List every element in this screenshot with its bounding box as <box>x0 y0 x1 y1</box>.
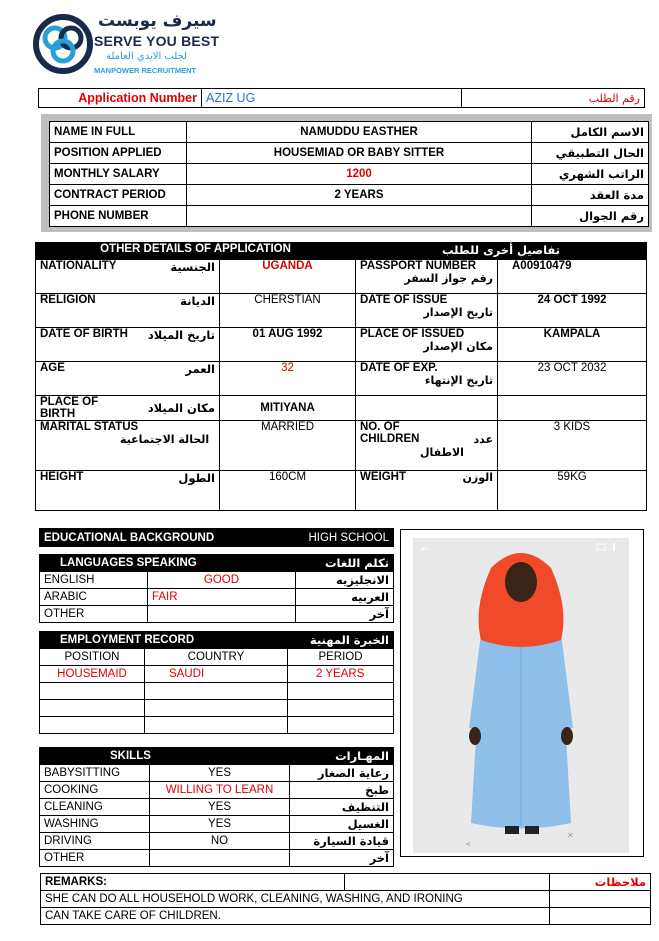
info-label: MONTHLY SALARY <box>50 164 187 185</box>
language-name: OTHER <box>40 606 148 623</box>
remarks-line <box>41 908 651 925</box>
passport-label-ar: رقم جواز السفر <box>404 272 493 285</box>
pob-value: MITIYANA <box>220 396 356 421</box>
employment-header-en: EMPLOYMENT RECORD <box>40 632 288 649</box>
pob-label-ar: مكان الميلاد <box>140 396 220 421</box>
date-issue-label-en: DATE OF ISSUE <box>360 294 448 306</box>
date-exp-label-ar: تاريخ الإنتهاء <box>424 374 493 387</box>
date-exp-label-en: DATE OF EXP. <box>360 362 438 374</box>
nationality-value: UGANDA <box>220 260 356 294</box>
employment-country: SAUDI <box>145 666 288 683</box>
children-label <box>356 421 498 471</box>
employment-country <box>145 717 288 734</box>
employment-period <box>288 700 394 717</box>
passport-label <box>356 260 498 294</box>
skill-name-ar: طبخ <box>290 782 394 799</box>
empty-cell <box>550 891 651 908</box>
info-value: NAMUDDU EASTHER <box>187 122 532 143</box>
date-exp-value: 23 OCT 2032 <box>498 362 647 396</box>
marital-label-en: MARITAL STATUS <box>40 421 139 433</box>
languages-header-ar: تكلم اللغات <box>296 555 394 572</box>
employment-header <box>40 632 394 649</box>
children-value: 3 KIDS <box>498 421 647 471</box>
company-logo <box>33 14 93 77</box>
place-issued-label <box>356 328 498 362</box>
language-row <box>40 606 394 623</box>
language-level <box>148 606 296 623</box>
nationality-label-ar: الجنسية <box>140 260 220 294</box>
details-header-en: OTHER DETAILS OF APPLICATION <box>36 243 356 260</box>
employment-table <box>39 631 394 734</box>
age-value: 32 <box>220 362 356 396</box>
employment-position <box>40 683 145 700</box>
info-label: PHONE NUMBER <box>50 206 187 227</box>
back-arrow-icon: ← <box>421 544 430 555</box>
date-issue-label <box>356 294 498 328</box>
marital-label-ar: الحالة الاجتماعية <box>120 433 210 446</box>
weight-label-ar: الوزن <box>462 471 493 484</box>
info-row <box>50 164 649 185</box>
languages-header-en: LANGUAGES SPEAKING <box>40 555 296 572</box>
skill-name: DRIVING <box>40 833 150 850</box>
info-row <box>50 122 649 143</box>
place-issued-value: KAMPALA <box>498 328 647 362</box>
passport-label-en: PASSPORT NUMBER <box>360 260 477 272</box>
info-label: CONTRACT PERIOD <box>50 185 187 206</box>
skill-value: WILLING TO LEARN <box>150 782 290 799</box>
skill-value: YES <box>150 799 290 816</box>
menu-icon <box>613 543 615 551</box>
languages-header <box>40 555 394 572</box>
employment-position <box>40 717 145 734</box>
dob-label: DATE OF BIRTH <box>36 328 140 362</box>
employment-period <box>288 717 394 734</box>
info-row <box>50 206 649 227</box>
employment-country <box>145 700 288 717</box>
skill-name-ar: رعاية الصغار <box>290 765 394 782</box>
skill-value <box>150 850 290 867</box>
applicant-photo <box>413 538 629 853</box>
date-exp-label <box>356 362 498 396</box>
height-label: HEIGHT <box>36 471 140 511</box>
details-row <box>36 328 647 362</box>
language-name-ar: العربيه <box>296 589 394 606</box>
info-label-ar: رقم الجوال <box>532 206 649 227</box>
dob-value: 01 AUG 1992 <box>220 328 356 362</box>
children-label-ar2: الاطفال <box>420 446 464 459</box>
skills-header-en: SKILLS <box>40 748 290 765</box>
place-issued-label-en: PLACE OF ISSUED <box>360 328 465 340</box>
skill-name: OTHER <box>40 850 150 867</box>
weight-label <box>356 471 498 511</box>
marital-label <box>36 421 220 471</box>
info-value: 2 YEARS <box>187 185 532 206</box>
skill-name-ar: آخر <box>290 850 394 867</box>
education-value: HIGH SCHOOL <box>276 529 394 547</box>
religion-label-ar: الديانة <box>140 294 220 328</box>
empty-cell <box>356 396 498 421</box>
logo-arabic-sub: لجلب الايدي العاملة <box>106 51 188 62</box>
details-row <box>36 421 647 471</box>
remarks-label: REMARKS: <box>41 874 345 891</box>
weight-label-en: WEIGHT <box>360 471 406 483</box>
skill-row <box>40 765 394 782</box>
empty-cell <box>345 874 550 891</box>
empty-cell <box>498 396 647 421</box>
application-number-row <box>38 88 645 108</box>
height-label-ar: الطول <box>140 471 220 511</box>
skill-name: BABYSITTING <box>40 765 150 782</box>
details-row <box>36 396 647 421</box>
info-value: HOUSEMIAD OR BABY SITTER <box>187 143 532 164</box>
skill-row <box>40 833 394 850</box>
skill-row <box>40 816 394 833</box>
skill-name: COOKING <box>40 782 150 799</box>
place-issued-label-ar: مكان الإصدار <box>423 340 493 353</box>
education-row <box>39 528 394 547</box>
employment-col-position: POSITION <box>40 649 145 666</box>
employment-position: HOUSEMAID <box>40 666 145 683</box>
share-icon: ⋖ <box>465 840 471 848</box>
details-row <box>36 471 647 511</box>
employment-header-ar: الخبرة المهنية <box>288 632 394 649</box>
employment-row <box>40 666 394 683</box>
logo-english-name: SERVE YOU BEST <box>94 33 220 49</box>
skill-name: WASHING <box>40 816 150 833</box>
skills-header-ar: المهـارات <box>290 748 394 765</box>
empty-cell <box>550 908 651 925</box>
remarks-line-1: SHE CAN DO ALL HOUSEHOLD WORK, CLEANING, WASHING, AND IRONING <box>41 891 550 908</box>
language-row <box>40 572 394 589</box>
employment-columns <box>40 649 394 666</box>
info-label: POSITION APPLIED <box>50 143 187 164</box>
remarks-line <box>41 891 651 908</box>
children-label-ar1: عدد <box>473 433 493 446</box>
info-row <box>50 185 649 206</box>
language-name-ar: آخر <box>296 606 394 623</box>
age-label-ar: العمر <box>140 362 220 396</box>
employment-row <box>40 700 394 717</box>
language-name: ENGLISH <box>40 572 148 589</box>
nationality-label: NATIONALITY <box>36 260 140 294</box>
education-label: EDUCATIONAL BACKGROUND <box>40 529 276 547</box>
info-value: 1200 <box>187 164 532 185</box>
language-name: ARABIC <box>40 589 148 606</box>
marital-value: MARRIED <box>220 421 356 471</box>
info-row <box>50 143 649 164</box>
skill-row <box>40 850 394 867</box>
employment-position <box>40 700 145 717</box>
details-row <box>36 260 647 294</box>
logo-english-sub: MANPOWER RECRUITMENT <box>94 66 197 75</box>
skills-header <box>40 748 394 765</box>
skill-name-ar: التنظيف <box>290 799 394 816</box>
info-label: NAME IN FULL <box>50 122 187 143</box>
details-row <box>36 294 647 328</box>
language-name-ar: الانجليزيه <box>296 572 394 589</box>
language-row <box>40 589 394 606</box>
skill-value: NO <box>150 833 290 850</box>
remarks-header <box>41 874 651 891</box>
info-label-ar: الراتب الشهري <box>532 164 649 185</box>
employment-row <box>40 683 394 700</box>
remarks-line-2: CAN TAKE CARE OF CHILDREN. <box>41 908 550 925</box>
employment-country <box>145 683 288 700</box>
employment-period <box>288 683 394 700</box>
remarks-table <box>40 873 651 925</box>
employment-col-period: PERIOD <box>288 649 394 666</box>
details-header-ar: تفاصيل أخرى للطلب <box>356 243 647 260</box>
skill-row <box>40 782 394 799</box>
skill-name-ar: الغسيل <box>290 816 394 833</box>
employment-period: 2 YEARS <box>288 666 394 683</box>
languages-table <box>39 554 394 623</box>
skill-value: YES <box>150 765 290 782</box>
weight-value: 59KG <box>498 471 647 511</box>
personal-info-table <box>49 121 649 227</box>
details-header <box>36 243 647 260</box>
skill-name: CLEANING <box>40 799 150 816</box>
info-label-ar: مدة العقد <box>532 185 649 206</box>
knot-logo-icon <box>33 14 93 74</box>
pob-label: PLACE OF BIRTH <box>36 396 140 421</box>
applicant-figure <box>413 538 629 853</box>
logo-arabic-name: سيرف يوبست <box>98 11 217 31</box>
info-label-ar: الاسم الكامل <box>532 122 649 143</box>
language-level: GOOD <box>148 572 296 589</box>
date-issue-label-ar: تاريخ الإصدار <box>423 306 493 319</box>
dob-label-ar: تاريخ الميلاد <box>140 328 220 362</box>
employment-row <box>40 717 394 734</box>
religion-label: RELIGION <box>36 294 140 328</box>
skill-row <box>40 799 394 816</box>
info-label-ar: الحال التطبيقي <box>532 143 649 164</box>
other-details-table <box>35 242 647 511</box>
skills-table <box>39 747 394 867</box>
age-label: AGE <box>36 362 140 396</box>
remarks-label-ar: ملاحظات <box>550 874 651 891</box>
passport-value: A00910479 <box>498 260 647 294</box>
details-row <box>36 362 647 396</box>
children-label-en1: NO. OF <box>360 421 400 433</box>
language-level: FAIR <box>148 589 296 606</box>
religion-value: CHERSTIAN <box>220 294 356 328</box>
date-issue-value: 24 OCT 1992 <box>498 294 647 328</box>
skill-name-ar: قيادة السيارة <box>290 833 394 850</box>
lens-icon: ✕ <box>567 831 574 840</box>
height-value: 160CM <box>220 471 356 511</box>
employment-col-country: COUNTRY <box>145 649 288 666</box>
application-number-value: AZIZ UG <box>202 89 462 108</box>
info-value <box>187 206 532 227</box>
application-number-arabic: رقم الطلب <box>462 89 645 108</box>
children-label-en2: CHILDREN <box>360 433 420 445</box>
application-number-label: Application Number <box>39 89 202 108</box>
skill-value: YES <box>150 816 290 833</box>
